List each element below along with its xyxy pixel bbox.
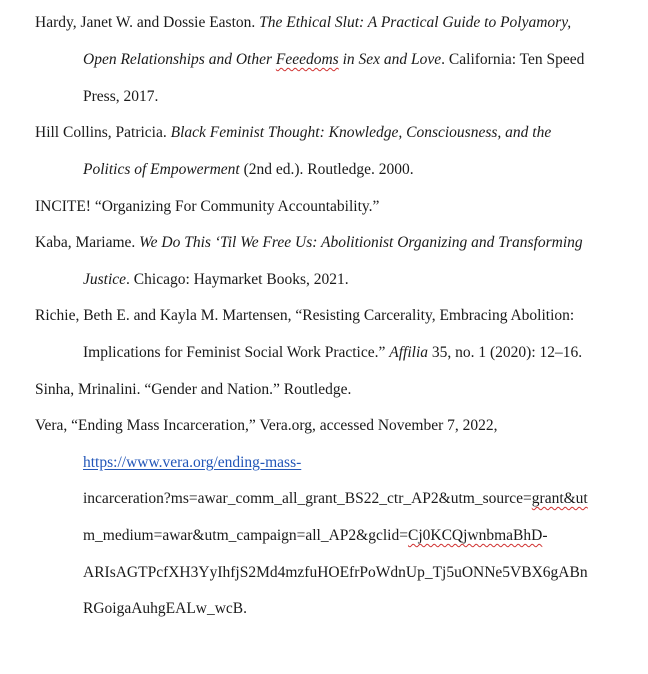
entry-hillcollins-line-1	[35, 123, 551, 143]
url-text: ARIsAGTPcfXH3YyIhfjS2Md4mzfuHOEfrPoWdnUp_Tj5uONNe5VBX6gABn	[83, 564, 588, 581]
entry-text: 35, no. 1 (2020): 12–16.	[428, 344, 583, 361]
entry-hardy-line-3	[83, 87, 158, 107]
journal-title: Affilia	[389, 344, 428, 361]
entry-text: Vera, “Ending Mass Incarceration,” Vera.org, accessed November 7, 2022,	[35, 417, 498, 434]
entry-kaba-line-2	[83, 270, 349, 290]
url-text: m_medium=awar&utm_campaign=all_AP2&gclid=	[83, 527, 408, 544]
book-title: Justice	[83, 271, 127, 288]
book-title: Open Relationships and Other	[83, 51, 276, 68]
publisher-text: Press, 2017.	[83, 88, 159, 105]
entry-kaba-line-1	[35, 233, 583, 253]
entry-vera-line-5	[83, 563, 588, 583]
entry-text: Richie, Beth E. and Kayla M. Martensen, “Resisting Carcerality, Embracing Abolition:	[35, 307, 575, 324]
misspelled-word[interactable]: Cj0KCQjwnbmaBhD	[407, 527, 543, 544]
entry-vera-line-6	[83, 599, 247, 619]
book-title: The Ethical Slut: A Practical Guide to Polyamory,	[259, 14, 572, 31]
publisher-text: . Chicago: Haymarket Books, 2021.	[126, 271, 349, 288]
misspelled-word[interactable]: Feeedoms	[275, 51, 339, 68]
book-title: in Sex and Love	[338, 51, 442, 68]
entry-hillcollins-line-2	[83, 160, 414, 180]
book-title: Politics of Empowerment	[83, 161, 240, 178]
author-text: Kaba, Mariame.	[35, 234, 140, 251]
url-text: -	[542, 527, 548, 544]
publisher-text: . California: Ten Speed	[441, 51, 585, 68]
entry-text: Implications for Feminist Social Work Practice.”	[83, 344, 390, 361]
entry-text: INCITE! “Organizing For Community Accountability.”	[35, 198, 380, 215]
entry-text: Sinha, Mrinalini. “Gender and Nation.” Routledge.	[35, 381, 352, 398]
entry-richie-line-1	[35, 306, 574, 326]
book-title: We Do This ‘Til We Free Us: Abolitionist Organizing and Transforming	[139, 234, 583, 251]
publisher-text: (2nd ed.). Routledge. 2000.	[239, 161, 414, 178]
author-text: Hardy, Janet W. and Dossie Easton.	[35, 14, 260, 31]
misspelled-word[interactable]: grant&ut	[531, 490, 588, 507]
book-title: Black Feminist Thought: Knowledge, Consciousness, and the	[170, 124, 552, 141]
entry-vera-line-2	[83, 453, 301, 473]
vera-url-link[interactable]: https://www.vera.org/ending-mass-	[83, 454, 302, 471]
author-text: Hill Collins, Patricia.	[35, 124, 171, 141]
entry-incite-line-1	[35, 197, 379, 217]
entry-sinha-line-1	[35, 380, 351, 400]
entry-vera-line-3	[83, 489, 588, 509]
entry-hardy-line-2	[83, 50, 584, 70]
entry-vera-line-4	[83, 526, 548, 546]
url-text: RGoigaAuhgEALw_wcB.	[83, 600, 248, 617]
entry-richie-line-2	[83, 343, 582, 363]
entry-hardy-line-1	[35, 13, 571, 33]
entry-vera-line-1	[35, 416, 498, 436]
url-text: incarceration?ms=awar_comm_all_grant_BS22_ctr_AP2&utm_source=	[83, 490, 532, 507]
